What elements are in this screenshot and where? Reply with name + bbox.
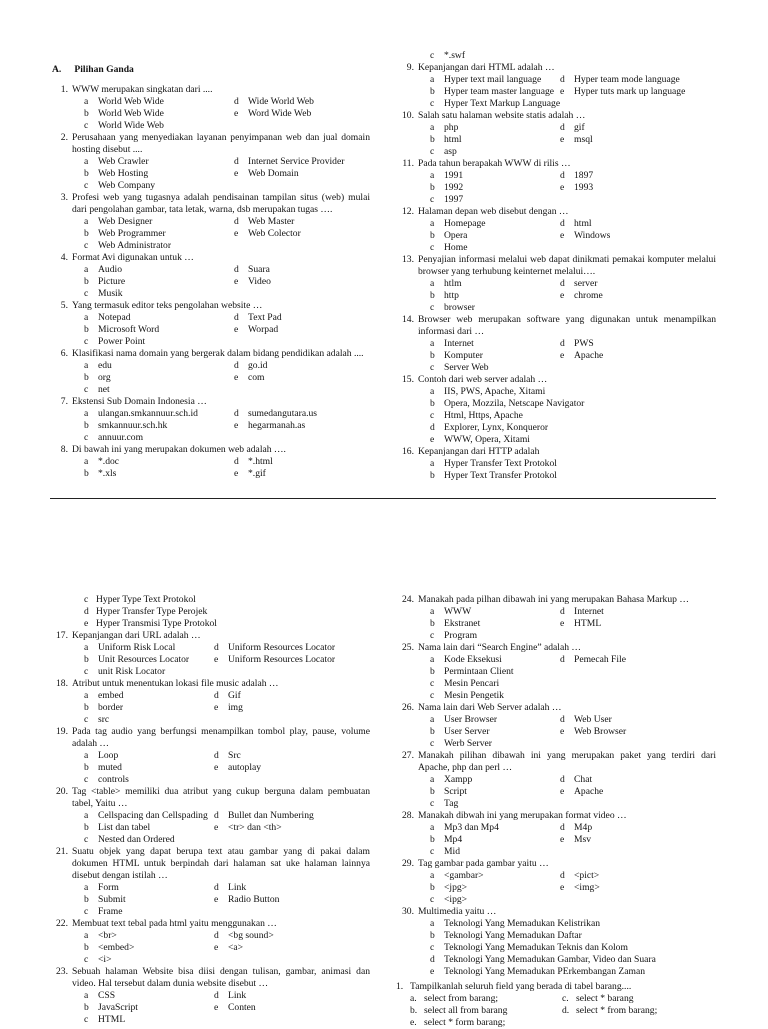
option-d: d Hyper team mode language xyxy=(560,74,680,85)
option-c: c unit Risk Locator xyxy=(84,666,166,677)
option-b: b User Server xyxy=(430,726,490,737)
option-b: b Mp4 xyxy=(430,834,463,845)
option-list xyxy=(396,870,716,906)
option-list xyxy=(50,312,370,348)
question-21 xyxy=(50,846,370,918)
option-d: d Internet Service Provider xyxy=(234,156,345,167)
question-text: Contoh dari web server adalah … xyxy=(418,374,548,385)
option-e: e Worpad xyxy=(234,324,279,335)
option-b: b Komputer xyxy=(430,350,483,361)
option-list xyxy=(396,170,716,206)
option-a: a Xampp xyxy=(430,774,473,785)
option-b: b Microsoft Word xyxy=(84,324,160,335)
option-e: e Radio Button xyxy=(214,894,280,905)
essay-question-text: 1. Tampilkanlah seluruh field yang berada di tabel barang.... xyxy=(396,981,632,992)
option-c: c browser xyxy=(430,302,475,313)
question-7 xyxy=(50,396,370,444)
option-a: a Notepad xyxy=(84,312,131,323)
option-d: d Web Master xyxy=(234,216,295,227)
question-number: 18. xyxy=(56,678,68,689)
option-b: b Hyper team master language xyxy=(430,86,555,97)
page1-column-left xyxy=(50,84,370,480)
option-a: a 1991 xyxy=(430,170,464,181)
option-a: a ulangan.smkannuur.sch.id xyxy=(84,408,198,419)
option-list xyxy=(396,714,716,750)
question-1 xyxy=(50,84,370,132)
option-e: e *.gif xyxy=(234,468,266,479)
option-b: b <embed> xyxy=(84,942,135,953)
question-text: Sebuah halaman Website bisa diisi dengan tulisan, gambar, animasi dan video. Hal tersebut dalam dunia website disebut … xyxy=(72,966,370,989)
option-c: c Teknologi Yang Memadukan Teknis dan Kolom xyxy=(430,942,628,953)
option-list xyxy=(396,654,716,702)
option-b: b Submit xyxy=(84,894,126,905)
question-number: 24. xyxy=(402,594,414,605)
option-c: c Nested dan Ordered xyxy=(84,834,175,845)
option-a: a User Browser xyxy=(430,714,498,725)
option-a: a Hyper Transfer Text Protokol xyxy=(430,458,557,469)
question-10 xyxy=(396,110,716,158)
option-list xyxy=(396,822,716,858)
question-text: Manakah pada pilhan dibawah ini yang merupakan Bahasa Markup … xyxy=(418,594,689,605)
question-number: 8. xyxy=(60,444,68,455)
option-d: d gif xyxy=(560,122,585,133)
option-b: b html xyxy=(430,134,462,145)
question-3 xyxy=(50,192,370,252)
option-list xyxy=(396,774,716,810)
option-a: a Kode Eksekusi xyxy=(430,654,502,665)
question-text: Pada tag audio yang berfungsi menampilkan tombol play, pause, volume adalah … xyxy=(72,726,370,749)
question-number: 16. xyxy=(402,446,414,457)
option-b: b muted xyxy=(84,762,122,773)
option-list xyxy=(50,990,370,1026)
option-b: b Opera, Mozzila, Netscape Navigator xyxy=(430,398,585,409)
question-9 xyxy=(396,62,716,110)
option-list xyxy=(50,882,370,918)
option-list xyxy=(396,74,716,110)
option-d: d Web User xyxy=(560,714,612,725)
question-number: 5. xyxy=(60,300,68,311)
option-d: d Gif xyxy=(214,690,241,701)
essay-option-b: b. select all from barang xyxy=(410,1005,508,1016)
option-e: e hegarmanah.as xyxy=(234,420,306,431)
option-d: d Internet xyxy=(560,606,604,617)
question-number: 22. xyxy=(56,918,68,929)
question-text: Nama lain dari Web Server adalah … xyxy=(418,702,562,713)
option-e: e Web Domain xyxy=(234,168,299,179)
question-4 xyxy=(50,252,370,300)
option-c: c controls xyxy=(84,774,129,785)
option-c: c Tag xyxy=(430,798,459,809)
option-d: d Text Pad xyxy=(234,312,282,323)
option-c: c Server Web xyxy=(430,362,489,373)
question-number: 30. xyxy=(402,906,414,917)
option-c: c Frame xyxy=(84,906,123,917)
option-a: a Internet xyxy=(430,338,474,349)
option-e: e Web Colector xyxy=(234,228,301,239)
option-b: b border xyxy=(84,702,124,713)
option-d: d Hyper Transfer Type Perojek xyxy=(84,606,208,617)
option-a: a <gambar> xyxy=(430,870,484,881)
option-c: c Werb Server xyxy=(430,738,492,749)
question-number: 28. xyxy=(402,810,414,821)
page1-column-right xyxy=(396,62,716,482)
option-list xyxy=(396,386,716,446)
option-b: b <jpg> xyxy=(430,882,468,893)
option-b: b JavaScript xyxy=(84,1002,138,1013)
question-text: Suatu objek yang dapat berupa text atau gambar yang di pakai dalam dokumen HTML untuk berpindah dari halaman sat uke halaman lainnya disebut dengan istilah … xyxy=(72,846,370,881)
option-b: b Opera xyxy=(430,230,468,241)
option-a: a Homepage xyxy=(430,218,486,229)
option-c: c Program xyxy=(430,630,478,641)
option-b: b Permintaan Client xyxy=(430,666,514,677)
option-a: a embed xyxy=(84,690,124,701)
option-e: e img xyxy=(214,702,243,713)
option-d: d html xyxy=(560,218,592,229)
question-number: 9. xyxy=(406,62,414,73)
option-b: b Picture xyxy=(84,276,126,287)
question-24 xyxy=(396,594,716,642)
option-c: c Hyper Type Text Protokol xyxy=(84,594,196,605)
option-a: a Audio xyxy=(84,264,122,275)
option-e: e Hyper tuts mark up language xyxy=(560,86,686,97)
option-d: d Src xyxy=(214,750,241,761)
option-list xyxy=(50,810,370,846)
option-b: b smkannuur.sch.hk xyxy=(84,420,168,431)
question-text: Manakah dibwah ini yang merupakan format video … xyxy=(418,810,627,821)
question-text: Perusahaan yang menyediakan layanan penyimpanan web dan jual domain hosting disebut .... xyxy=(72,132,370,155)
question-22 xyxy=(50,918,370,966)
question-text: Tag gambar pada gambar yaitu … xyxy=(418,858,549,869)
option-e: e HTML xyxy=(560,618,602,629)
page2-column-left-carryover xyxy=(50,594,370,630)
option-e: e Msv xyxy=(560,834,592,845)
option-d: d sumedangutara.us xyxy=(234,408,318,419)
option-d: d <bg sound> xyxy=(214,930,274,941)
question-text: Kepanjangan dari URL adalah … xyxy=(72,630,201,641)
question-text: Penyajian informasi melalui web dapat dinikmati pemakai komputer melalui browser yang terhubung keinternet melalui…. xyxy=(418,254,716,277)
option-list xyxy=(50,750,370,786)
option-e: e autoplay xyxy=(214,762,262,773)
question-number: 4. xyxy=(60,252,68,263)
option-d: d *.html xyxy=(234,456,273,467)
question-text: Profesi web yang tugasnya adalah pendisainan tampilan situs (web) mulai dari pengolahan gambar, tata letak, warna, dsb merupakan tugas …. xyxy=(72,192,370,215)
option-list xyxy=(50,360,370,396)
question-number: 21. xyxy=(56,846,68,857)
option-d: d PWS xyxy=(560,338,594,349)
option-b: b 1992 xyxy=(430,182,464,193)
question-text: Di bawah ini yang merupakan dokumen web adalah …. xyxy=(72,444,286,455)
question-text: Browser web merupakan software yang digunakan untuk menampilkan informasi dari … xyxy=(418,314,716,337)
option-c: c Web Administrator xyxy=(84,240,172,251)
option-c: c Mesin Pencari xyxy=(430,678,500,689)
option-a: a htlm xyxy=(430,278,462,289)
option-list xyxy=(396,918,716,978)
question-23 xyxy=(50,966,370,1026)
page1-column-right-carryover xyxy=(410,50,720,62)
question-number: 27. xyxy=(402,750,414,761)
question-15 xyxy=(396,374,716,446)
question-number: 15. xyxy=(402,374,414,385)
option-list xyxy=(50,930,370,966)
option-c: c Power Point xyxy=(84,336,146,347)
essay-option-a: a. select from barang; xyxy=(410,993,499,1004)
option-list xyxy=(50,216,370,252)
option-e: e Windows xyxy=(560,230,611,241)
question-text: Halaman depan web disebut dengan … xyxy=(418,206,569,217)
question-text: Nama lain dari “Search Engine” adalah … xyxy=(418,642,582,653)
question-25 xyxy=(396,642,716,702)
option-d: d Explorer, Lynx, Konqueror xyxy=(430,422,549,433)
option-list xyxy=(396,606,716,642)
option-d: d Teknologi Yang Memadukan Gambar, Video dan Suara xyxy=(430,954,656,965)
question-number: 2. xyxy=(60,132,68,143)
option-d: d Wide World Web xyxy=(234,96,314,107)
option-list xyxy=(50,690,370,726)
option-e: e com xyxy=(234,372,265,383)
option-c: c Web Company xyxy=(84,180,156,191)
option-a: a <br> xyxy=(84,930,117,941)
option-d: d go.id xyxy=(234,360,268,371)
question-14 xyxy=(396,314,716,374)
question-number: 19. xyxy=(56,726,68,737)
option-c: c Mid xyxy=(430,846,460,857)
option-c: c HTML xyxy=(84,1014,126,1025)
option-list xyxy=(50,264,370,300)
option-c: c Html, Https, Apache xyxy=(430,410,523,421)
option-b: b List dan tabel xyxy=(84,822,151,833)
option-e: e <img> xyxy=(560,882,600,893)
question-number: 23. xyxy=(56,966,68,977)
question-number: 11. xyxy=(402,158,414,169)
option-e: e <a> xyxy=(214,942,244,953)
option-list xyxy=(396,338,716,374)
option-c: c <ipg> xyxy=(430,894,468,905)
option-c: c annuur.com xyxy=(84,432,144,443)
option-c: c Hyper Text Markup Language xyxy=(430,98,561,109)
option-d: d Chat xyxy=(560,774,593,785)
question-2 xyxy=(50,132,370,192)
question-12 xyxy=(396,206,716,254)
question-number: 17. xyxy=(56,630,68,641)
option-c: c 1997 xyxy=(430,194,464,205)
option-e: e chrome xyxy=(560,290,603,301)
question-text: Kepanjangan dari HTML adalah … xyxy=(418,62,555,73)
essay-option-e: e. select * form barang; xyxy=(410,1017,506,1028)
option-c: c Home xyxy=(430,242,468,253)
option-b: b org xyxy=(84,372,111,383)
section-letter: A. xyxy=(52,64,62,75)
option-a: a Teknologi Yang Memadukan Kelistrikan xyxy=(430,918,601,929)
question-number: 20. xyxy=(56,786,68,797)
option-b: b Hyper Text Transfer Protokol xyxy=(430,470,557,481)
option-c: c net xyxy=(84,384,110,395)
option-b: b Web Programmer xyxy=(84,228,166,239)
question-text: Multimedia yaitu … xyxy=(418,906,497,917)
question-number: 6. xyxy=(60,348,68,359)
option-a: a Form xyxy=(84,882,119,893)
question-number: 13. xyxy=(402,254,414,265)
essay-question xyxy=(396,981,726,1029)
option-c: c src xyxy=(84,714,110,725)
question-number: 3. xyxy=(60,192,68,203)
question-26 xyxy=(396,702,716,750)
option-a: a *.doc xyxy=(84,456,120,467)
option-b: b http xyxy=(430,290,459,301)
option-e: e Hyper Transmisi Type Protokol xyxy=(84,618,217,629)
question-text: Pada tahun berapakah WWW di rilis … xyxy=(418,158,571,169)
option-b: b Unit Resources Locator xyxy=(84,654,190,665)
question-text: Yang termasuk editor teks pengolahan website … xyxy=(72,300,263,311)
question-number: 7. xyxy=(60,396,68,407)
essay-option-d: d. select * from barang; xyxy=(562,1005,658,1016)
option-e: e Word Wide Web xyxy=(234,108,312,119)
option-b: b *.xls xyxy=(84,468,117,479)
option-a: a WWW xyxy=(430,606,472,617)
option-a: a Cellspacing dan Cellspading xyxy=(84,810,208,821)
question-6 xyxy=(50,348,370,396)
option-list xyxy=(50,456,370,480)
question-28 xyxy=(396,810,716,858)
option-e: e msql xyxy=(560,134,593,145)
option-b: b Teknologi Yang Memadukan Daftar xyxy=(430,930,582,941)
option-a: a World Web Wide xyxy=(84,96,164,107)
option-c: c <i> xyxy=(84,954,112,965)
question-13 xyxy=(396,254,716,314)
option-d: d Link xyxy=(214,990,247,1001)
option-list xyxy=(396,278,716,314)
section-title xyxy=(52,64,134,76)
question-29 xyxy=(396,858,716,906)
question-text: Salah satu halaman website statis adalah … xyxy=(418,110,586,121)
question-text: WWW merupakan singkatan dari .... xyxy=(72,84,213,95)
question-text: Membuat text tebal pada html yaitu menggunakan … xyxy=(72,918,277,929)
question-16 xyxy=(396,446,716,482)
option-d: d Bullet dan Numbering xyxy=(214,810,314,821)
option-list xyxy=(50,156,370,192)
option-d: d Link xyxy=(214,882,247,893)
option-e: e Uniform Resources Locator xyxy=(214,654,336,665)
question-text: Manakah pilihan dibawah ini yang merupakan paket yang terdiri dari Apache, php dan perl … xyxy=(418,750,716,773)
question-19 xyxy=(50,726,370,786)
option-a: a Web Crawler xyxy=(84,156,149,167)
question-number: 1. xyxy=(60,84,68,95)
option-b: b Ekstranet xyxy=(430,618,481,629)
option-a: a Hyper text mail language xyxy=(430,74,542,85)
question-number: 29. xyxy=(402,858,414,869)
option-list xyxy=(50,408,370,444)
option-list xyxy=(396,218,716,254)
option-b: b World Web Wide xyxy=(84,108,164,119)
question-20 xyxy=(50,786,370,846)
question-text: Atribut untuk menentukan lokasi file music adalah … xyxy=(72,678,279,689)
question-17 xyxy=(50,630,370,678)
section-label: Pilihan Ganda xyxy=(74,64,134,75)
option-d: d server xyxy=(560,278,598,289)
option-c: c asp xyxy=(430,146,457,157)
question-text: Tag <table> memiliki dua atribut yang cukup berguna dalam pembuatan tabel, Yaitu … xyxy=(72,786,370,809)
essay-option-c: c. select * barang xyxy=(562,993,634,1004)
option-a: a edu xyxy=(84,360,112,371)
option-c: c *.swf xyxy=(430,50,466,61)
option-e: e Conten xyxy=(214,1002,256,1013)
question-18 xyxy=(50,678,370,726)
question-11 xyxy=(396,158,716,206)
question-27 xyxy=(396,750,716,810)
option-c: c World Wide Web xyxy=(84,120,164,131)
question-30 xyxy=(396,906,716,978)
option-d: d M4p xyxy=(560,822,593,833)
option-c: c Musik xyxy=(84,288,123,299)
option-d: d Suara xyxy=(234,264,270,275)
option-a: a CSS xyxy=(84,990,116,1001)
option-d: d <pict> xyxy=(560,870,600,881)
page-divider xyxy=(50,498,716,499)
option-b: b Script xyxy=(430,786,467,797)
question-number: 26. xyxy=(402,702,414,713)
option-c: c Mesin Pengetik xyxy=(430,690,504,701)
option-e: e Apache xyxy=(560,786,604,797)
question-number: 12. xyxy=(402,206,414,217)
option-list xyxy=(50,642,370,678)
option-e: e 1993 xyxy=(560,182,594,193)
page2-column-left xyxy=(50,630,370,1026)
option-list xyxy=(50,96,370,132)
page2-column-right xyxy=(396,594,716,978)
question-number: 25. xyxy=(402,642,414,653)
question-text: Format Avi digunakan untuk … xyxy=(72,252,194,263)
question-text: Klasifikasi nama domain yang bergerak dalam bidang pendidikan adalah .... xyxy=(72,348,364,359)
question-text: Ekstensi Sub Domain Indonesia … xyxy=(72,396,207,407)
option-d: d 1897 xyxy=(560,170,594,181)
option-a: a Loop xyxy=(84,750,119,761)
option-a: a IIS, PWS, Apache, Xitami xyxy=(430,386,546,397)
option-b: b Web Hosting xyxy=(84,168,149,179)
option-list xyxy=(396,458,716,482)
option-e: e WWW, Opera, Xitami xyxy=(430,434,530,445)
option-a: a php xyxy=(430,122,459,133)
option-e: e Web Browser xyxy=(560,726,627,737)
option-a: a Uniform Risk Local xyxy=(84,642,176,653)
question-number: 14. xyxy=(402,314,414,325)
option-d: d Uniform Resources Locator xyxy=(214,642,336,653)
option-e: e <tr> dan <th> xyxy=(214,822,282,833)
question-text: Kepanjangan dari HTTP adalah xyxy=(418,446,540,457)
option-list xyxy=(396,122,716,158)
option-a: a Mp3 dan Mp4 xyxy=(430,822,499,833)
option-e: e Video xyxy=(234,276,271,287)
question-8 xyxy=(50,444,370,480)
option-e: e Apache xyxy=(560,350,604,361)
question-number: 10. xyxy=(402,110,414,121)
question-5 xyxy=(50,300,370,348)
option-d: d Pemecah File xyxy=(560,654,626,665)
option-a: a Web Designer xyxy=(84,216,153,227)
option-e: e Teknologi Yang Memadukan PErkembangan Zaman xyxy=(430,966,646,977)
